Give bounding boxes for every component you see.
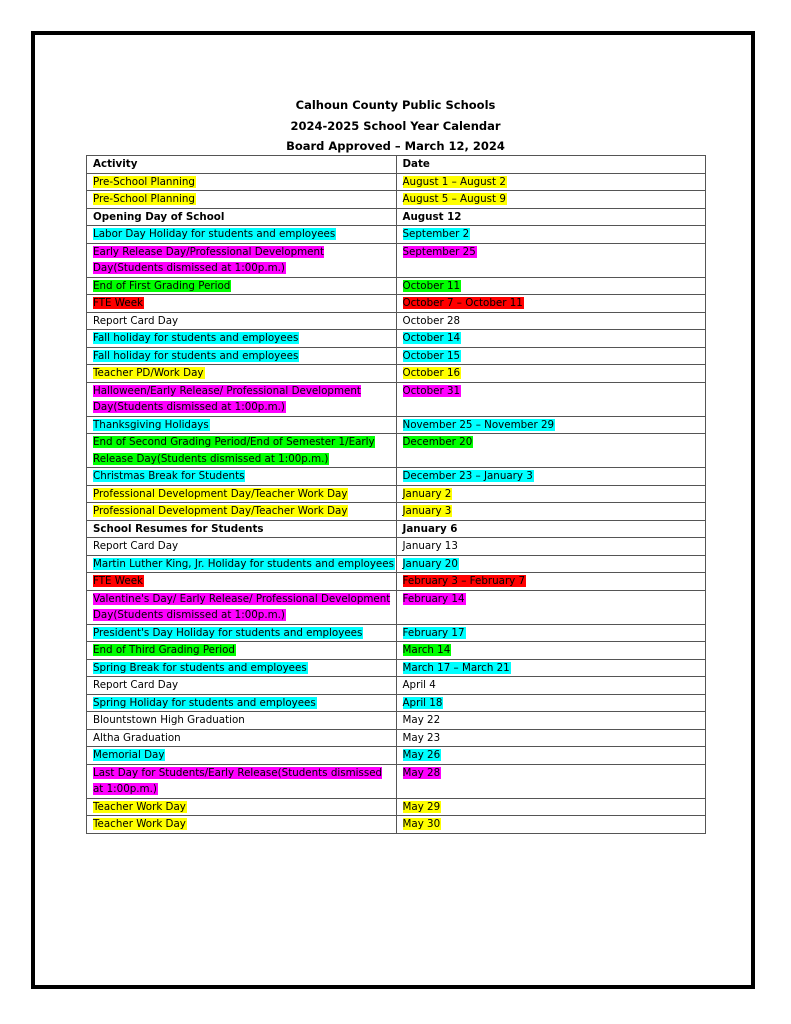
activity-text: Early Release Day/Professional Development Day(Students dismissed at 1:00p.m.): [93, 245, 325, 274]
date-cell: [396, 555, 706, 573]
activity-text: Labor Day Holiday for students and employees: [93, 228, 336, 240]
activity-text: Christmas Break for Students: [93, 470, 245, 482]
activity-cell: [87, 347, 397, 365]
table-row: [87, 365, 706, 383]
activity-text: School Resumes for Students: [93, 522, 264, 535]
date-cell: [396, 503, 706, 521]
date-text: January 6: [402, 522, 458, 535]
activity-text: Spring Holiday for students and employees: [93, 696, 316, 709]
date-text: May 23: [402, 731, 441, 744]
activity-text: Spring Break for students and employees: [93, 661, 307, 674]
date-cell: [396, 590, 706, 624]
table-row: [87, 764, 706, 798]
date-cell: [396, 694, 706, 712]
activity-cell: [87, 226, 397, 244]
activity-cell: [87, 468, 397, 486]
table-row: [87, 590, 706, 624]
date-text: September 25: [402, 245, 476, 258]
date-text: October 11: [402, 279, 461, 292]
date-cell: [396, 416, 706, 434]
date-cell: [396, 520, 706, 538]
activity-cell: [87, 538, 397, 556]
activity-cell: [87, 312, 397, 330]
date-text: August 1 – August 2: [402, 175, 506, 188]
activity-cell: [87, 416, 397, 434]
table-row: [87, 208, 706, 226]
activity-cell: [87, 365, 397, 383]
date-cell: [396, 798, 706, 816]
activity-cell: [87, 277, 397, 295]
date-cell: [396, 347, 706, 365]
table-row: [87, 659, 706, 677]
date-cell: [396, 538, 706, 556]
activity-text: Opening Day of School: [93, 210, 225, 223]
activity-text: President's Day Holiday for students and employees: [93, 626, 363, 639]
table-row: [87, 729, 706, 747]
activity-text: Thanksgiving Holidays: [93, 418, 209, 431]
date-text: October 31: [402, 384, 461, 397]
table-row: [87, 434, 706, 468]
date-text: March 14: [402, 644, 451, 656]
activity-cell: [87, 382, 397, 416]
activity-cell: [87, 747, 397, 765]
date-cell: [396, 243, 706, 277]
activity-cell: [87, 191, 397, 209]
activity-text: Halloween/Early Release/ Professional Development Day(Students dismissed at 1:00p.m.): [93, 384, 361, 413]
date-text: October 7 – October 11: [402, 297, 523, 309]
activity-cell: [87, 243, 397, 277]
column-header-date: Date: [396, 156, 706, 174]
date-text: February 14: [402, 592, 465, 605]
activity-cell: [87, 659, 397, 677]
activity-text: Teacher Work Day: [93, 800, 186, 813]
date-text: March 17 – March 21: [402, 661, 510, 674]
date-text: October 15: [402, 349, 461, 362]
date-cell: [396, 173, 706, 191]
activity-cell: [87, 503, 397, 521]
date-cell: [396, 434, 706, 468]
activity-text: End of Third Grading Period: [93, 644, 235, 656]
date-text: September 2: [402, 228, 470, 240]
date-text: May 26: [402, 749, 441, 761]
activity-cell: [87, 590, 397, 624]
table-row: [87, 277, 706, 295]
date-text: October 16: [402, 367, 461, 379]
date-cell: [396, 573, 706, 591]
activity-text: Professional Development Day/Teacher Work Day: [93, 505, 348, 517]
activity-text: Fall holiday for students and employees: [93, 349, 299, 362]
date-cell: [396, 659, 706, 677]
activity-cell: [87, 485, 397, 503]
date-cell: [396, 816, 706, 834]
table-row: [87, 798, 706, 816]
approval-line: Board Approved – March 12, 2024: [286, 139, 505, 153]
activity-text: Valentine's Day/ Early Release/ Professional Development Day(Students dismissed at 1:00p.m.): [93, 592, 391, 621]
activity-text: Last Day for Students/Early Release(Students dismissed at 1:00p.m.): [93, 766, 383, 795]
activity-cell: [87, 434, 397, 468]
table-row: [87, 295, 706, 313]
date-cell: [396, 747, 706, 765]
date-text: May 30: [402, 818, 441, 830]
date-cell: [396, 226, 706, 244]
activity-text: Report Card Day: [93, 314, 179, 327]
activity-cell: [87, 642, 397, 660]
table-row: [87, 503, 706, 521]
table-row: [87, 468, 706, 486]
activity-cell: [87, 208, 397, 226]
activity-cell: [87, 624, 397, 642]
table-row: [87, 538, 706, 556]
date-text: August 5 – August 9: [402, 193, 506, 205]
date-text: May 29: [402, 800, 441, 813]
date-text: December 20: [402, 436, 473, 448]
date-text: January 2: [402, 487, 452, 500]
table-row: [87, 816, 706, 834]
date-text: May 22: [402, 714, 441, 726]
activity-cell: [87, 712, 397, 730]
activity-text: FTE Week: [93, 575, 144, 587]
activity-cell: [87, 573, 397, 591]
activity-cell: [87, 173, 397, 191]
table-row: [87, 226, 706, 244]
table-row: [87, 694, 706, 712]
date-cell: [396, 729, 706, 747]
table-row: [87, 677, 706, 695]
table-row: [87, 642, 706, 660]
activity-text: Professional Development Day/Teacher Work Day: [93, 487, 348, 500]
table-row: [87, 347, 706, 365]
activity-cell: [87, 764, 397, 798]
activity-cell: [87, 694, 397, 712]
calendar-rows: [87, 173, 706, 833]
date-cell: [396, 712, 706, 730]
activity-cell: [87, 555, 397, 573]
date-cell: [396, 312, 706, 330]
activity-cell: [87, 816, 397, 834]
document-header: [0, 95, 791, 157]
activity-text: Teacher Work Day: [93, 818, 186, 830]
date-text: January 13: [402, 540, 458, 552]
activity-text: Pre-School Planning: [93, 193, 195, 205]
activity-text: End of Second Grading Period/End of Semester 1/Early Release Day(Students dismissed at 1:00p.m.): [93, 436, 375, 465]
date-text: October 14: [402, 332, 461, 344]
table-row: [87, 712, 706, 730]
activity-text: Report Card Day: [93, 679, 179, 691]
activity-cell: [87, 677, 397, 695]
activity-text: Altha Graduation: [93, 731, 181, 744]
table-row: [87, 191, 706, 209]
activity-text: End of First Grading Period: [93, 279, 231, 292]
date-cell: [396, 485, 706, 503]
activity-cell: [87, 520, 397, 538]
date-cell: [396, 764, 706, 798]
table-row: [87, 555, 706, 573]
date-cell: [396, 295, 706, 313]
activity-text: Report Card Day: [93, 540, 179, 552]
table-row: [87, 330, 706, 348]
table-row: [87, 382, 706, 416]
activity-text: Pre-School Planning: [93, 175, 195, 188]
date-cell: [396, 365, 706, 383]
date-text: April 18: [402, 696, 443, 709]
activity-text: Martin Luther King, Jr. Holiday for students and employees: [93, 557, 394, 570]
table-row: [87, 485, 706, 503]
calendar-title: 2024-2025 School Year Calendar: [290, 118, 501, 133]
activity-text: FTE Week: [93, 297, 144, 309]
date-text: February 17: [402, 626, 465, 639]
date-text: May 28: [402, 766, 441, 779]
date-cell: [396, 330, 706, 348]
date-text: November 25 – November 29: [402, 418, 555, 431]
table-row: [87, 520, 706, 538]
activity-cell: [87, 295, 397, 313]
table-row: [87, 624, 706, 642]
activity-text: Teacher PD/Work Day: [93, 367, 204, 379]
date-text: January 20: [402, 557, 458, 570]
date-cell: [396, 468, 706, 486]
table-row: [87, 573, 706, 591]
calendar-table: [86, 155, 706, 834]
date-text: October 28: [402, 314, 461, 327]
column-header-activity: Activity: [87, 156, 397, 174]
date-text: December 23 – January 3: [402, 470, 533, 482]
table-row: [87, 312, 706, 330]
date-text: April 4: [402, 679, 436, 691]
date-text: February 3 – February 7: [402, 575, 526, 587]
table-header-row: [87, 156, 706, 174]
activity-cell: [87, 330, 397, 348]
date-cell: [396, 382, 706, 416]
date-text: January 3: [402, 505, 452, 517]
date-cell: [396, 677, 706, 695]
activity-text: Blountstown High Graduation: [93, 714, 245, 726]
table-row: [87, 173, 706, 191]
table-row: [87, 747, 706, 765]
table-row: [87, 416, 706, 434]
date-cell: [396, 277, 706, 295]
district-title: Calhoun County Public Schools: [295, 98, 496, 112]
date-cell: [396, 208, 706, 226]
activity-text: Fall holiday for students and employees: [93, 332, 299, 344]
activity-cell: [87, 729, 397, 747]
date-text: August 12: [402, 210, 462, 223]
table-row: [87, 243, 706, 277]
date-cell: [396, 642, 706, 660]
date-cell: [396, 191, 706, 209]
activity-text: Memorial Day: [93, 749, 165, 761]
date-cell: [396, 624, 706, 642]
activity-cell: [87, 798, 397, 816]
